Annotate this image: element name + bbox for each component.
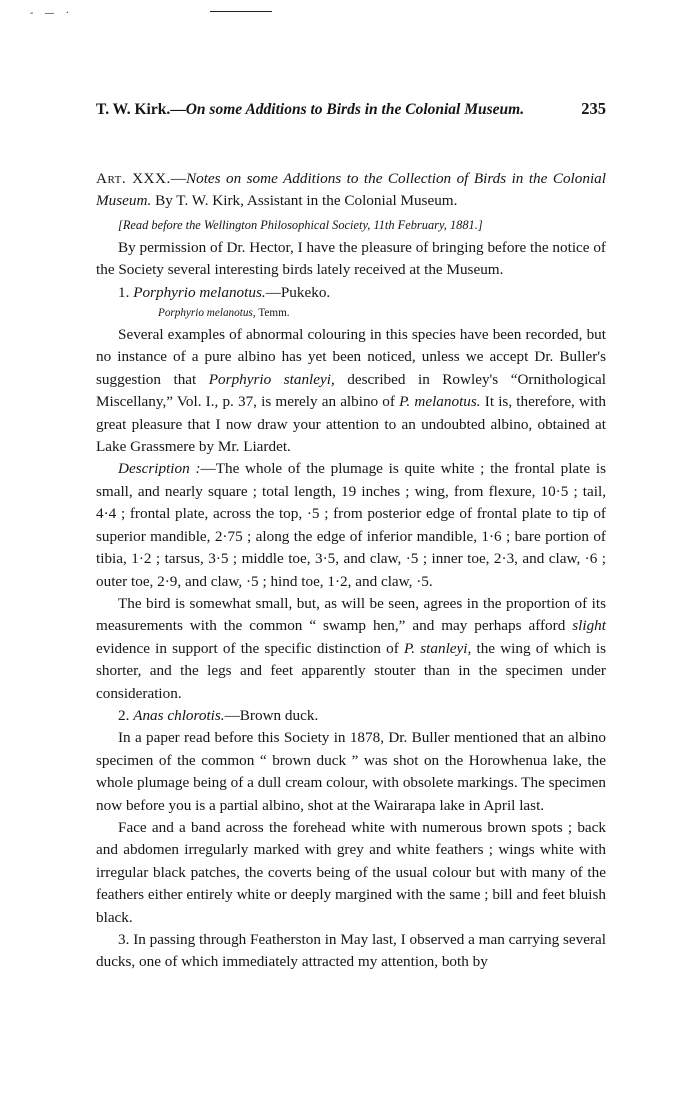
running-head-author: T. W. Kirk. xyxy=(96,101,171,118)
emphasis: slight xyxy=(572,617,606,635)
section-2-number: 2. xyxy=(118,706,130,724)
article-heading xyxy=(96,168,606,213)
section-1-paragraph-3 xyxy=(96,593,606,705)
section-1-heading xyxy=(96,282,606,304)
body-text xyxy=(96,168,606,974)
text-run: It is, therefore, with great pleasure that I now draw your attention to an undoubted albino, obtained at Lake Grassmere by Mr. Liardet. xyxy=(96,393,607,456)
section-1-number: 1. xyxy=(118,283,130,301)
section-2-common-name: —Brown duck. xyxy=(224,706,319,724)
section-1-paragraph-1 xyxy=(96,324,606,458)
text-run: The bird is somewhat small, but, as will be seen, agrees in the proportion of its measurements with the common “ swamp hen,” and may perhaps afford xyxy=(96,594,606,635)
section-1-species: Porphyrio melanotus. xyxy=(133,283,266,301)
section-2-paragraph-2: Face and a band across the forehead white with numerous brown spots ; back and abdomen irregularly marked with grey and white feathers ; wings white with irregular black patches, the coverts being of the usual colour but with many of the feathers either entirely white or deeply margined with the same ; bill and feet bluish black. xyxy=(96,818,606,926)
read-note: [Read before the Wellington Philosophical Society, 11th February, 1881.] xyxy=(118,217,483,232)
article-label: Art. XXX. xyxy=(96,170,171,187)
running-head-title xyxy=(96,101,524,119)
intro-paragraph: By permission of Dr. Hector, I have the pleasure of bringing before the notice of the Society several interesting birds lately received at the Museum. xyxy=(96,238,606,279)
section-2-heading xyxy=(96,705,606,727)
description-text: —The whole of the plumage is quite white ; the frontal plate is small, and nearly square ; total length, 19 inches ; wing, from flexure, 10·5 ; tail, 4·4 ; frontal plate, across the top, ·5 ; from posterior edge of frontal plate to tip of superior mandible, 2·75 ; along the edge of inferior mandible, 1·6 ; bare portion of tibia, 1·2 ; tarsus, 3·5 ; middle toe, 3·5, and claw, ·5 ; inner toe, 2·3, and claw, ·6 ; outer toe, 2·9, and claw, ·5 ; hind toe, 1·2, and claw, ·5. xyxy=(96,460,606,590)
text-run: evidence in support of the specific distinction of xyxy=(96,639,399,657)
section-3-number: 3. xyxy=(118,931,130,948)
section-1-common-name: —Pukeko. xyxy=(265,283,331,301)
section-2-species: Anas chlorotis. xyxy=(133,706,225,724)
text-run: the wing of which is shorter, and the legs and feet apparently stouter than in the specimen under consideration. xyxy=(96,639,607,702)
synonym-name: Porphyrio melanotus, xyxy=(158,307,256,320)
article-byline: By T. W. Kirk, Assistant in the Colonial Museum. xyxy=(155,192,458,210)
running-head-dash: — xyxy=(170,101,186,118)
synonym-author: Temm. xyxy=(258,307,290,320)
page-number: 235 xyxy=(581,99,606,118)
section-3-text: In passing through Featherston in May last, I observed a man carrying several ducks, one of which immediately attracted my attention, both by xyxy=(96,931,607,971)
species-reference: P. stanleyi, xyxy=(403,639,472,657)
section-2-paragraph-1: In a paper read before this Society in 1878, Dr. Buller mentioned that an albino specimen of the common “ brown duck ” was shot on the Horowhenua lake, the whole plumage being of a dull cream colour, with obsolete markings. The specimen now before you is a partial albino, shot at the Wairarapa lake in April last. xyxy=(96,729,606,814)
text-run: Several examples of abnormal colouring in this species have been recorded, but no instance of a pure albino has yet been noticed, unless we accept Dr. Buller's suggestion that xyxy=(96,326,606,388)
section-3-paragraph xyxy=(96,929,606,974)
page-corner-marks: - — · xyxy=(30,8,73,19)
running-head-article-title: On some Additions to Birds in the Colonial Museum. xyxy=(185,101,525,118)
top-rule xyxy=(210,11,272,12)
species-reference: P. melanotus. xyxy=(399,393,481,411)
text-run: described in Rowley's “Ornithological Miscellany,” Vol. I., p. 37, is merely an albino of xyxy=(96,370,607,411)
article-title: Notes on some Additions to the Collection of Birds in the Colonial Museum. xyxy=(96,170,606,210)
running-head xyxy=(96,99,606,119)
species-reference: Porphyrio stanleyi, xyxy=(208,370,335,388)
section-1-description xyxy=(96,458,606,592)
article-dash: — xyxy=(170,170,186,187)
section-1-synonym xyxy=(96,304,606,322)
description-label: Description : xyxy=(118,460,201,478)
